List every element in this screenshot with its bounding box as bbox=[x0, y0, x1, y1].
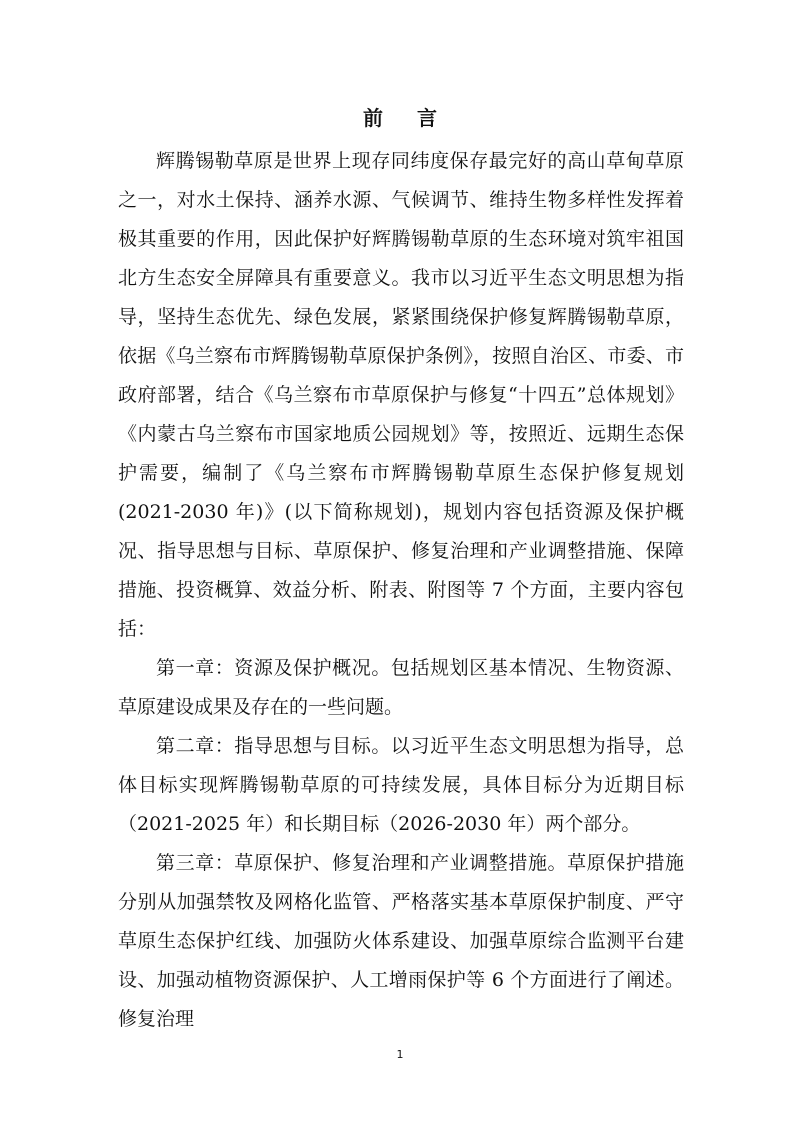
paragraph-chapter-2: 第二章：指导思想与目标。以习近平生态文明思想为指导，总体目标实现辉腾锡勒草原的可持续发展，具体目标分为近期目标（2021-2025 年）和长期目标（2026-2030 年）两个部分。 bbox=[118, 735, 684, 835]
page-title: 前言 bbox=[363, 106, 471, 130]
paragraph-intro: 辉腾锡勒草原是世界上现存同纬度保存最完好的高山草甸草原之一，对水土保持、涵养水源、气候调节、维持生物多样性发挥着极其重要的作用，因此保护好辉腾锡勒草原的生态环境对筑牢祖国北方生态安全屏障具有重要意义。我市以习近平生态文明思想为指导，坚持生态优先、绿色发展，紧紧围绕保护修复辉腾锡勒草原，依据《乌兰察布市辉腾锡勒草原保护条例》，按照自治区、市委、市政府部署，结合《乌兰察布市草原保护与修复“十四五”总体规划》《内蒙古乌兰察布市国家地质公园规划》等，按照近、远期生态保护需要，编制了《乌兰察布市辉腾锡勒草原生态保护修复规划(2021-2030 年)》(以下简称规划)，规划内容包括资源及保护概况、指导思想与目标、草原保护、修复治理和产业调整措施、保障措施、投资概算、效益分析、附表、附图等 7 个方面，主要内容包括： bbox=[118, 150, 684, 640]
paragraph-chapter-3: 第三章：草原保护、修复治理和产业调整措施。草原保护措施分别从加强禁牧及网格化监管、严格落实基本草原保护制度、严守草原生态保护红线、加强防火体系建设、加强草原综合监测平台建设、加强动植物资源保护、人工增雨保护等 6 个方面进行了阐述。修复治理 bbox=[118, 852, 684, 1030]
page-number: 1 bbox=[396, 1048, 404, 1061]
document-body bbox=[118, 142, 684, 1039]
paragraph-chapter-1: 第一章：资源及保护概况。包括规划区基本情况、生物资源、草原建设成果及存在的一些问题。 bbox=[118, 657, 684, 718]
